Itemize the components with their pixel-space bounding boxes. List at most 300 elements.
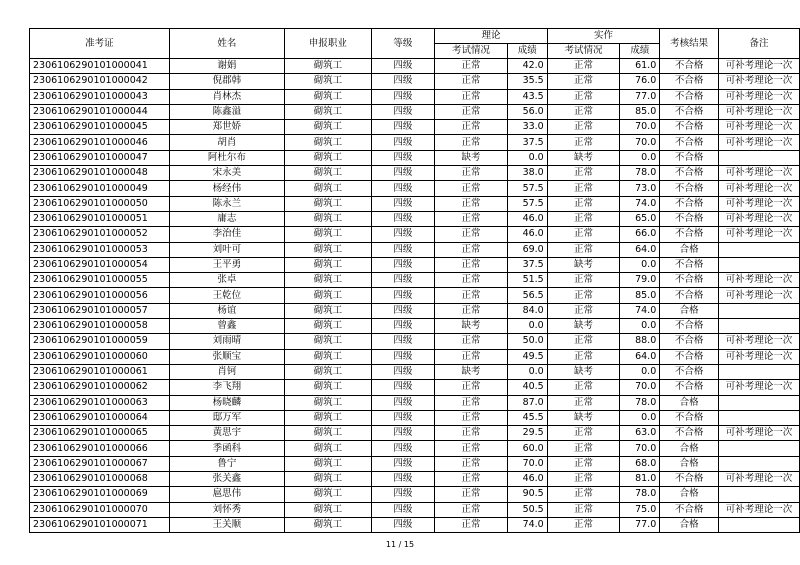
theory-status-cell: 正常 bbox=[435, 517, 508, 532]
table-row bbox=[30, 441, 800, 456]
practice-status-cell: 正常 bbox=[547, 89, 620, 104]
theory-score-cell: 60.0 bbox=[507, 441, 547, 456]
name-cell: 张卓 bbox=[169, 273, 284, 288]
remark-cell: 可补考理论一次 bbox=[719, 349, 800, 364]
practice-score-cell: 73.0 bbox=[620, 181, 660, 196]
name-cell: 谢娟 bbox=[169, 59, 284, 74]
occupation-cell: 砌筑工 bbox=[285, 502, 372, 517]
table-row bbox=[30, 395, 800, 410]
exam-id-cell: 2306106290101000051 bbox=[30, 211, 170, 226]
name-cell: 杨晓麟 bbox=[169, 395, 284, 410]
practice-status-cell: 正常 bbox=[547, 288, 620, 303]
table-row bbox=[30, 364, 800, 379]
theory-status-cell: 正常 bbox=[435, 380, 508, 395]
theory-status-cell: 正常 bbox=[435, 410, 508, 425]
result-cell: 不合格 bbox=[660, 227, 719, 242]
name-cell: 张顺宝 bbox=[169, 349, 284, 364]
theory-status-cell: 正常 bbox=[435, 303, 508, 318]
exam-id-cell: 2306106290101000047 bbox=[30, 150, 170, 165]
header-exam-id: 准考证 bbox=[30, 29, 170, 59]
remark-cell: 可补考理论一次 bbox=[719, 89, 800, 104]
remark-cell bbox=[719, 364, 800, 379]
practice-score-cell: 75.0 bbox=[620, 502, 660, 517]
practice-score-cell: 74.0 bbox=[620, 196, 660, 211]
exam-id-cell: 2306106290101000069 bbox=[30, 487, 170, 502]
table-row bbox=[30, 380, 800, 395]
theory-score-cell: 50.0 bbox=[507, 334, 547, 349]
level-cell: 四级 bbox=[371, 395, 435, 410]
result-cell: 合格 bbox=[660, 487, 719, 502]
practice-status-cell: 正常 bbox=[547, 380, 620, 395]
result-cell: 合格 bbox=[660, 441, 719, 456]
name-cell: 肖林杰 bbox=[169, 89, 284, 104]
header-theory-status: 考试情况 bbox=[435, 44, 508, 59]
table-row bbox=[30, 150, 800, 165]
theory-status-cell: 正常 bbox=[435, 59, 508, 74]
theory-status-cell: 正常 bbox=[435, 349, 508, 364]
remark-cell: 可补考理论一次 bbox=[719, 288, 800, 303]
occupation-cell: 砌筑工 bbox=[285, 472, 372, 487]
theory-status-cell: 正常 bbox=[435, 242, 508, 257]
level-cell: 四级 bbox=[371, 59, 435, 74]
exam-id-cell: 2306106290101000059 bbox=[30, 334, 170, 349]
table-row bbox=[30, 303, 800, 318]
exam-id-cell: 2306106290101000046 bbox=[30, 135, 170, 150]
exam-id-cell: 2306106290101000065 bbox=[30, 426, 170, 441]
page-indicator: 11 / 15 bbox=[385, 540, 415, 549]
name-cell: 刘叶可 bbox=[169, 242, 284, 257]
remark-cell bbox=[719, 319, 800, 334]
practice-score-cell: 79.0 bbox=[620, 273, 660, 288]
remark-cell: 可补考理论一次 bbox=[719, 59, 800, 74]
occupation-cell: 砌筑工 bbox=[285, 181, 372, 196]
remark-cell: 可补考理论一次 bbox=[719, 380, 800, 395]
occupation-cell: 砌筑工 bbox=[285, 426, 372, 441]
remark-cell bbox=[719, 456, 800, 471]
practice-status-cell: 正常 bbox=[547, 242, 620, 257]
practice-status-cell: 正常 bbox=[547, 517, 620, 532]
level-cell: 四级 bbox=[371, 273, 435, 288]
name-cell: 宋永美 bbox=[169, 166, 284, 181]
theory-score-cell: 70.0 bbox=[507, 456, 547, 471]
practice-status-cell: 正常 bbox=[547, 487, 620, 502]
theory-status-cell: 缺考 bbox=[435, 150, 508, 165]
theory-score-cell: 56.5 bbox=[507, 288, 547, 303]
level-cell: 四级 bbox=[371, 441, 435, 456]
practice-score-cell: 70.0 bbox=[620, 135, 660, 150]
theory-score-cell: 50.5 bbox=[507, 502, 547, 517]
exam-id-cell: 2306106290101000056 bbox=[30, 288, 170, 303]
level-cell: 四级 bbox=[371, 242, 435, 257]
theory-status-cell: 正常 bbox=[435, 441, 508, 456]
practice-status-cell: 缺考 bbox=[547, 150, 620, 165]
practice-status-cell: 缺考 bbox=[547, 364, 620, 379]
theory-score-cell: 42.0 bbox=[507, 59, 547, 74]
result-cell: 不合格 bbox=[660, 196, 719, 211]
level-cell: 四级 bbox=[371, 472, 435, 487]
theory-score-cell: 57.5 bbox=[507, 181, 547, 196]
practice-status-cell: 正常 bbox=[547, 395, 620, 410]
theory-score-cell: 0.0 bbox=[507, 364, 547, 379]
practice-score-cell: 88.0 bbox=[620, 334, 660, 349]
occupation-cell: 砌筑工 bbox=[285, 380, 372, 395]
theory-status-cell: 正常 bbox=[435, 211, 508, 226]
name-cell: 扈思伟 bbox=[169, 487, 284, 502]
remark-cell: 可补考理论一次 bbox=[719, 227, 800, 242]
result-cell: 不合格 bbox=[660, 211, 719, 226]
remark-cell: 可补考理论一次 bbox=[719, 196, 800, 211]
remark-cell: 可补考理论一次 bbox=[719, 74, 800, 89]
exam-id-cell: 2306106290101000066 bbox=[30, 441, 170, 456]
table-row bbox=[30, 410, 800, 425]
level-cell: 四级 bbox=[371, 288, 435, 303]
practice-status-cell: 正常 bbox=[547, 211, 620, 226]
theory-score-cell: 43.5 bbox=[507, 89, 547, 104]
exam-id-cell: 2306106290101000068 bbox=[30, 472, 170, 487]
result-cell: 不合格 bbox=[660, 150, 719, 165]
occupation-cell: 砌筑工 bbox=[285, 303, 372, 318]
table-row bbox=[30, 472, 800, 487]
exam-id-cell: 2306106290101000045 bbox=[30, 120, 170, 135]
practice-status-cell: 正常 bbox=[547, 502, 620, 517]
result-cell: 不合格 bbox=[660, 89, 719, 104]
practice-score-cell: 85.0 bbox=[620, 104, 660, 119]
table-row bbox=[30, 135, 800, 150]
result-cell: 不合格 bbox=[660, 120, 719, 135]
practice-score-cell: 0.0 bbox=[620, 364, 660, 379]
occupation-cell: 砌筑工 bbox=[285, 120, 372, 135]
header-theory-score: 成绩 bbox=[507, 44, 547, 59]
occupation-cell: 砌筑工 bbox=[285, 364, 372, 379]
practice-score-cell: 61.0 bbox=[620, 59, 660, 74]
exam-id-cell: 2306106290101000060 bbox=[30, 349, 170, 364]
result-cell: 合格 bbox=[660, 395, 719, 410]
name-cell: 肖钶 bbox=[169, 364, 284, 379]
practice-status-cell: 正常 bbox=[547, 349, 620, 364]
exam-id-cell: 2306106290101000041 bbox=[30, 59, 170, 74]
theory-status-cell: 正常 bbox=[435, 196, 508, 211]
level-cell: 四级 bbox=[371, 135, 435, 150]
table-row bbox=[30, 59, 800, 74]
level-cell: 四级 bbox=[371, 319, 435, 334]
remark-cell: 可补考理论一次 bbox=[719, 273, 800, 288]
results-table bbox=[29, 28, 800, 533]
theory-status-cell: 正常 bbox=[435, 456, 508, 471]
level-cell: 四级 bbox=[371, 334, 435, 349]
exam-id-cell: 2306106290101000048 bbox=[30, 166, 170, 181]
practice-score-cell: 74.0 bbox=[620, 303, 660, 318]
level-cell: 四级 bbox=[371, 257, 435, 272]
theory-score-cell: 29.5 bbox=[507, 426, 547, 441]
practice-status-cell: 缺考 bbox=[547, 257, 620, 272]
practice-score-cell: 66.0 bbox=[620, 227, 660, 242]
name-cell: 李飞翔 bbox=[169, 380, 284, 395]
result-cell: 不合格 bbox=[660, 502, 719, 517]
level-cell: 四级 bbox=[371, 487, 435, 502]
exam-id-cell: 2306106290101000067 bbox=[30, 456, 170, 471]
name-cell: 胡肖 bbox=[169, 135, 284, 150]
practice-status-cell: 正常 bbox=[547, 104, 620, 119]
table-row bbox=[30, 74, 800, 89]
level-cell: 四级 bbox=[371, 74, 435, 89]
occupation-cell: 砌筑工 bbox=[285, 334, 372, 349]
result-cell: 不合格 bbox=[660, 472, 719, 487]
remark-cell bbox=[719, 242, 800, 257]
practice-score-cell: 0.0 bbox=[620, 319, 660, 334]
practice-status-cell: 缺考 bbox=[547, 410, 620, 425]
header-practice-score: 成绩 bbox=[620, 44, 660, 59]
occupation-cell: 砌筑工 bbox=[285, 319, 372, 334]
occupation-cell: 砌筑工 bbox=[285, 395, 372, 410]
theory-score-cell: 51.5 bbox=[507, 273, 547, 288]
theory-status-cell: 正常 bbox=[435, 89, 508, 104]
theory-status-cell: 正常 bbox=[435, 135, 508, 150]
remark-cell bbox=[719, 517, 800, 532]
theory-score-cell: 37.5 bbox=[507, 257, 547, 272]
exam-id-cell: 2306106290101000053 bbox=[30, 242, 170, 257]
result-cell: 不合格 bbox=[660, 59, 719, 74]
level-cell: 四级 bbox=[371, 410, 435, 425]
occupation-cell: 砌筑工 bbox=[285, 135, 372, 150]
level-cell: 四级 bbox=[371, 364, 435, 379]
level-cell: 四级 bbox=[371, 517, 435, 532]
name-cell: 杨谊 bbox=[169, 303, 284, 318]
theory-status-cell: 正常 bbox=[435, 74, 508, 89]
table-row bbox=[30, 273, 800, 288]
level-cell: 四级 bbox=[371, 196, 435, 211]
practice-score-cell: 78.0 bbox=[620, 487, 660, 502]
practice-status-cell: 正常 bbox=[547, 456, 620, 471]
theory-score-cell: 0.0 bbox=[507, 319, 547, 334]
theory-score-cell: 74.0 bbox=[507, 517, 547, 532]
occupation-cell: 砌筑工 bbox=[285, 456, 372, 471]
theory-status-cell: 缺考 bbox=[435, 364, 508, 379]
result-cell: 不合格 bbox=[660, 135, 719, 150]
exam-id-cell: 2306106290101000050 bbox=[30, 196, 170, 211]
table-row bbox=[30, 288, 800, 303]
theory-score-cell: 37.5 bbox=[507, 135, 547, 150]
practice-status-cell: 正常 bbox=[547, 74, 620, 89]
level-cell: 四级 bbox=[371, 181, 435, 196]
occupation-cell: 砌筑工 bbox=[285, 74, 372, 89]
practice-status-cell: 正常 bbox=[547, 120, 620, 135]
practice-score-cell: 77.0 bbox=[620, 89, 660, 104]
practice-status-cell: 正常 bbox=[547, 227, 620, 242]
exam-id-cell: 2306106290101000052 bbox=[30, 227, 170, 242]
theory-status-cell: 正常 bbox=[435, 181, 508, 196]
remark-cell: 可补考理论一次 bbox=[719, 181, 800, 196]
theory-status-cell: 正常 bbox=[435, 395, 508, 410]
name-cell: 邸万军 bbox=[169, 410, 284, 425]
practice-score-cell: 63.0 bbox=[620, 426, 660, 441]
table-row bbox=[30, 211, 800, 226]
practice-score-cell: 70.0 bbox=[620, 120, 660, 135]
name-cell: 李治佳 bbox=[169, 227, 284, 242]
level-cell: 四级 bbox=[371, 211, 435, 226]
table-row bbox=[30, 166, 800, 181]
level-cell: 四级 bbox=[371, 380, 435, 395]
practice-score-cell: 0.0 bbox=[620, 150, 660, 165]
theory-score-cell: 35.5 bbox=[507, 74, 547, 89]
result-cell: 合格 bbox=[660, 242, 719, 257]
exam-id-cell: 2306106290101000043 bbox=[30, 89, 170, 104]
header-level: 等级 bbox=[371, 29, 435, 59]
occupation-cell: 砌筑工 bbox=[285, 517, 372, 532]
theory-score-cell: 87.0 bbox=[507, 395, 547, 410]
theory-score-cell: 49.5 bbox=[507, 349, 547, 364]
occupation-cell: 砌筑工 bbox=[285, 166, 372, 181]
exam-id-cell: 2306106290101000070 bbox=[30, 502, 170, 517]
theory-status-cell: 正常 bbox=[435, 487, 508, 502]
practice-status-cell: 正常 bbox=[547, 166, 620, 181]
theory-status-cell: 正常 bbox=[435, 426, 508, 441]
occupation-cell: 砌筑工 bbox=[285, 104, 372, 119]
practice-score-cell: 64.0 bbox=[620, 349, 660, 364]
practice-status-cell: 缺考 bbox=[547, 319, 620, 334]
practice-status-cell: 正常 bbox=[547, 303, 620, 318]
exam-id-cell: 2306106290101000061 bbox=[30, 364, 170, 379]
header-name: 姓名 bbox=[169, 29, 284, 59]
result-cell: 不合格 bbox=[660, 273, 719, 288]
level-cell: 四级 bbox=[371, 120, 435, 135]
table-row bbox=[30, 257, 800, 272]
occupation-cell: 砌筑工 bbox=[285, 89, 372, 104]
remark-cell: 可补考理论一次 bbox=[719, 334, 800, 349]
practice-score-cell: 81.0 bbox=[620, 472, 660, 487]
occupation-cell: 砌筑工 bbox=[285, 288, 372, 303]
name-cell: 季函科 bbox=[169, 441, 284, 456]
level-cell: 四级 bbox=[371, 166, 435, 181]
occupation-cell: 砌筑工 bbox=[285, 349, 372, 364]
theory-status-cell: 正常 bbox=[435, 288, 508, 303]
practice-score-cell: 76.0 bbox=[620, 74, 660, 89]
table-row bbox=[30, 120, 800, 135]
name-cell: 黄思宇 bbox=[169, 426, 284, 441]
result-cell: 不合格 bbox=[660, 181, 719, 196]
practice-score-cell: 70.0 bbox=[620, 441, 660, 456]
remark-cell: 可补考理论一次 bbox=[719, 472, 800, 487]
theory-score-cell: 46.0 bbox=[507, 227, 547, 242]
result-cell: 不合格 bbox=[660, 104, 719, 119]
exam-id-cell: 2306106290101000055 bbox=[30, 273, 170, 288]
result-cell: 不合格 bbox=[660, 426, 719, 441]
exam-id-cell: 2306106290101000064 bbox=[30, 410, 170, 425]
level-cell: 四级 bbox=[371, 89, 435, 104]
result-cell: 不合格 bbox=[660, 257, 719, 272]
practice-score-cell: 78.0 bbox=[620, 166, 660, 181]
table-row bbox=[30, 456, 800, 471]
name-cell: 王乾位 bbox=[169, 288, 284, 303]
table-row bbox=[30, 319, 800, 334]
theory-status-cell: 正常 bbox=[435, 257, 508, 272]
theory-status-cell: 正常 bbox=[435, 472, 508, 487]
name-cell: 阿杜尔布 bbox=[169, 150, 284, 165]
remark-cell bbox=[719, 487, 800, 502]
exam-id-cell: 2306106290101000071 bbox=[30, 517, 170, 532]
level-cell: 四级 bbox=[371, 456, 435, 471]
practice-status-cell: 正常 bbox=[547, 273, 620, 288]
theory-status-cell: 缺考 bbox=[435, 319, 508, 334]
name-cell: 王平勇 bbox=[169, 257, 284, 272]
theory-score-cell: 40.5 bbox=[507, 380, 547, 395]
remark-cell: 可补考理论一次 bbox=[719, 104, 800, 119]
name-cell: 陈永兰 bbox=[169, 196, 284, 211]
table-row bbox=[30, 349, 800, 364]
theory-score-cell: 56.0 bbox=[507, 104, 547, 119]
level-cell: 四级 bbox=[371, 227, 435, 242]
table-row bbox=[30, 196, 800, 211]
header-practice-status: 考试情况 bbox=[547, 44, 620, 59]
practice-status-cell: 正常 bbox=[547, 334, 620, 349]
name-cell: 郑世娇 bbox=[169, 120, 284, 135]
name-cell: 倪郡韩 bbox=[169, 74, 284, 89]
table-body bbox=[30, 59, 800, 533]
occupation-cell: 砌筑工 bbox=[285, 242, 372, 257]
result-cell: 合格 bbox=[660, 517, 719, 532]
table-row bbox=[30, 181, 800, 196]
name-cell: 鲁宁 bbox=[169, 456, 284, 471]
name-cell: 刘雨晴 bbox=[169, 334, 284, 349]
theory-status-cell: 正常 bbox=[435, 334, 508, 349]
practice-status-cell: 正常 bbox=[547, 181, 620, 196]
header-theory: 理论 bbox=[435, 29, 548, 44]
practice-status-cell: 正常 bbox=[547, 196, 620, 211]
exam-id-cell: 2306106290101000044 bbox=[30, 104, 170, 119]
theory-score-cell: 57.5 bbox=[507, 196, 547, 211]
name-cell: 庸志 bbox=[169, 211, 284, 226]
theory-score-cell: 69.0 bbox=[507, 242, 547, 257]
table-row bbox=[30, 227, 800, 242]
practice-status-cell: 正常 bbox=[547, 135, 620, 150]
table-row bbox=[30, 89, 800, 104]
name-cell: 张关鑫 bbox=[169, 472, 284, 487]
exam-id-cell: 2306106290101000057 bbox=[30, 303, 170, 318]
remark-cell bbox=[719, 395, 800, 410]
theory-score-cell: 45.5 bbox=[507, 410, 547, 425]
header-result: 考核结果 bbox=[660, 29, 719, 59]
name-cell: 杨经伟 bbox=[169, 181, 284, 196]
occupation-cell: 砌筑工 bbox=[285, 211, 372, 226]
result-cell: 不合格 bbox=[660, 410, 719, 425]
exam-id-cell: 2306106290101000042 bbox=[30, 74, 170, 89]
theory-score-cell: 38.0 bbox=[507, 166, 547, 181]
level-cell: 四级 bbox=[371, 104, 435, 119]
theory-score-cell: 0.0 bbox=[507, 150, 547, 165]
theory-score-cell: 90.5 bbox=[507, 487, 547, 502]
occupation-cell: 砌筑工 bbox=[285, 273, 372, 288]
result-cell: 不合格 bbox=[660, 288, 719, 303]
theory-score-cell: 46.0 bbox=[507, 472, 547, 487]
table-header bbox=[30, 29, 800, 59]
header-remark: 备注 bbox=[719, 29, 800, 59]
theory-status-cell: 正常 bbox=[435, 104, 508, 119]
result-cell: 不合格 bbox=[660, 380, 719, 395]
occupation-cell: 砌筑工 bbox=[285, 227, 372, 242]
remark-cell bbox=[719, 303, 800, 318]
occupation-cell: 砌筑工 bbox=[285, 59, 372, 74]
theory-score-cell: 84.0 bbox=[507, 303, 547, 318]
remark-cell: 可补考理论一次 bbox=[719, 166, 800, 181]
practice-score-cell: 64.0 bbox=[620, 242, 660, 257]
practice-score-cell: 0.0 bbox=[620, 410, 660, 425]
level-cell: 四级 bbox=[371, 303, 435, 318]
level-cell: 四级 bbox=[371, 150, 435, 165]
exam-id-cell: 2306106290101000062 bbox=[30, 380, 170, 395]
theory-status-cell: 正常 bbox=[435, 227, 508, 242]
theory-score-cell: 33.0 bbox=[507, 120, 547, 135]
practice-status-cell: 正常 bbox=[547, 59, 620, 74]
table-row bbox=[30, 517, 800, 532]
